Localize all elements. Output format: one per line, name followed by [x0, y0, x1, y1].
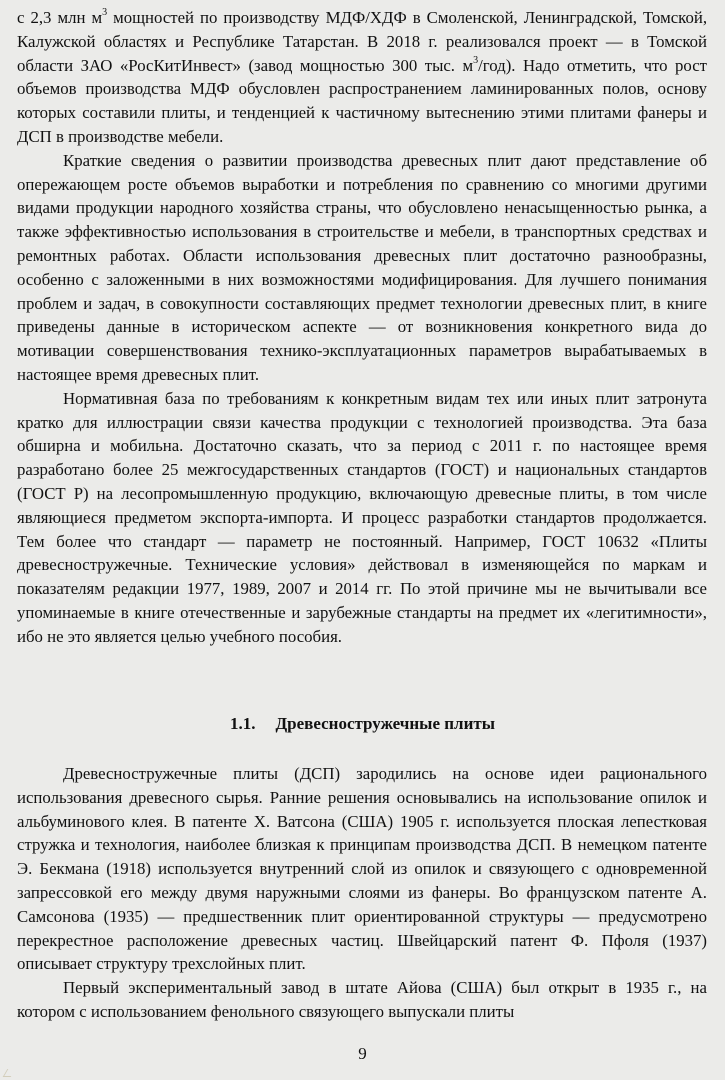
- paragraph-first-plant: Первый экспериментальный завод в штате Айова (США) был открыт в 1935 г., на котором с использованием фенольного связующего выпускали плиты: [17, 978, 707, 1021]
- intro-text-2: мощностей по производству МДФ/ХДФ в Смоленской, Ленинградской, Томской, Калужской областях и Республике Татарстан. В 2018 г. реализовался проект — в Томской области ЗАО «РосКитИнвест» (завод мощностью 300 тыс. м: [17, 8, 708, 75]
- section-title: Древесностружечные плиты: [275, 714, 495, 733]
- body-text: [17, 6, 707, 649]
- paragraph-particleboard-origin: Древесностружечные плиты (ДСП) зародились на основе идеи рационального использования древесного сырья. Ранние решения основывались на использование опилок и альбуминового клея. В патенте Х. Ватсона (США) 1905 г. используется плоская лепестковая стружка и технология, наиболее близкая к принципам производства ДСП. В немецком патенте Э. Бекмана (1918) используется внутренний слой из опилок и связующего с одновременной запрессовкой его между двумя наружными слоями из фанеры. Во французском патенте А. Самсонова (1935) — предшественник плит ориентированной структуры — предусмотрено перекрестное расположение древесных частиц. Швейцарский патент Ф. Пфоля (1937) описывает структуру трехслойных плит.: [17, 764, 707, 974]
- paragraph-standards: Нормативная база по требованиям к конкретным видам тех или иных плит затронута кратко для иллюстрации связи качества продукции с технологией производства. Эта база обширна и мобильна. Достаточно сказать, что за период с 2011 г. по настоящее время разработано более 25 межгосударственных стандартов (ГОСТ) и национальных стандартов (ГОСТ Р) на лесопромышленную продукцию, включающую древесные плиты, в том числе являющиеся предметом экспорта-импорта. И процесс разработки стандартов продолжается. Тем более что стандарт — параметр не постоянный. Например, ГОСТ 10632 «Плиты древесностружечные. Технические условия» действовал в изменяющейся по маркам и показателям редакции 1977, 1989, 2007 и 2014 гг. По этой причине мы не вычитывали все упоминаемые в книге отечественные и зарубежные стандарты на предмет их «легитимности», ибо не это является целью учебного пособия.: [17, 388, 707, 646]
- page-number: 9: [358, 1044, 367, 1063]
- intro-paragraph: [17, 6, 707, 149]
- superscript-cubic-1: 3: [102, 7, 108, 19]
- section-body: [17, 762, 707, 1024]
- paragraph-board-development: Краткие сведения о развитии производства древесных плит дают представление об опережающем росте объемов выработки и потребления по сравнению со многими другими видами продукции народного хозяйства страны, что обусловлено ненасыщенностью рынка, а также эффективностью использования в строительстве и мебели, в транспортных средствах и ремонтных работах. Области использования древесных плит достаточно разнообразны, особенно с заложенными в них возможностями модифицирования. Для лучшего понимания проблем и задач, в совокупности составляющих предмет технологии древесных плит, в книге приведены данные в историческом аспекте — от возникновения конкретного вида до мотивации совершенствования технико-эксплуатационных параметров вырабатываемых в настоящее время древесных плит.: [17, 150, 707, 384]
- section-number: 1.1.: [229, 714, 256, 733]
- section-heading: [0, 712, 725, 736]
- scan-corner-mark: [3, 1069, 16, 1077]
- intro-text-3: /год). Надо отметить, что рост объемов производства МДФ обусловлен распространением ламинированных полов, основу которых составили плиты, и тенденцией к частичному вытеснению этими плитами фанеры и ДСП в производстве мебели.: [17, 55, 708, 146]
- superscript-cubic-2: 3: [473, 55, 479, 66]
- intro-text-1: с 2,3 млн м: [17, 8, 103, 27]
